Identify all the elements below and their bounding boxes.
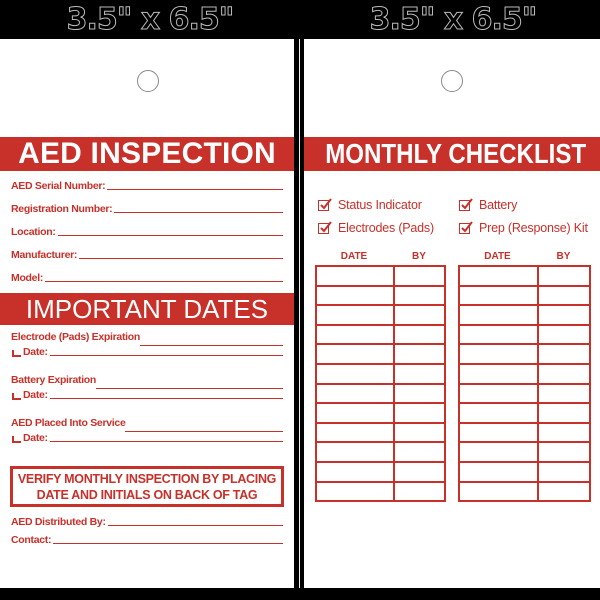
check-label: Prep (Response) Kit bbox=[479, 221, 588, 235]
col-head-date: DATE bbox=[340, 251, 368, 262]
log-row bbox=[316, 384, 445, 404]
field-label: Model: bbox=[11, 272, 44, 284]
log-cell-by[interactable] bbox=[394, 325, 445, 345]
log-cell-date[interactable] bbox=[316, 384, 394, 404]
field-label: Registration Number: bbox=[11, 203, 113, 215]
log-cell-by[interactable] bbox=[394, 442, 445, 462]
write-line bbox=[45, 280, 283, 282]
check-status-indicator[interactable] bbox=[318, 198, 422, 212]
date-group-battery bbox=[11, 374, 283, 401]
log-row bbox=[316, 482, 445, 502]
field-label: AED Serial Number: bbox=[11, 180, 106, 192]
log-cell-date[interactable] bbox=[316, 266, 394, 286]
size-label-right: 3.5" x 6.5" bbox=[369, 2, 537, 37]
date-group-in-service bbox=[11, 417, 283, 444]
log-cell-date[interactable] bbox=[316, 482, 394, 502]
date-field-in-service[interactable] bbox=[11, 432, 283, 444]
write-line bbox=[53, 542, 283, 544]
log-cell-by[interactable] bbox=[394, 305, 445, 325]
log-cell-date[interactable] bbox=[459, 286, 538, 306]
log-row bbox=[316, 305, 445, 325]
log-row bbox=[316, 344, 445, 364]
checked-box-icon bbox=[459, 223, 470, 234]
write-line bbox=[50, 398, 283, 399]
log-cell-by[interactable] bbox=[538, 344, 590, 364]
log-cell-date[interactable] bbox=[316, 344, 394, 364]
tag-back bbox=[304, 39, 600, 588]
log-row bbox=[459, 364, 590, 384]
date-group-title: Electrode (Pads) Expiration bbox=[11, 331, 141, 343]
log-cell-date[interactable] bbox=[316, 305, 394, 325]
log-row bbox=[316, 462, 445, 482]
write-line bbox=[96, 388, 283, 389]
tag-hole-icon bbox=[137, 70, 159, 92]
log-cell-date[interactable] bbox=[459, 462, 538, 482]
log-cell-by[interactable] bbox=[538, 305, 590, 325]
checked-box-icon bbox=[459, 200, 470, 211]
log-row bbox=[459, 423, 590, 443]
date-field-battery[interactable] bbox=[11, 389, 283, 401]
check-label: Electrodes (Pads) bbox=[338, 221, 434, 235]
log-row bbox=[459, 344, 590, 364]
field-model[interactable] bbox=[11, 272, 283, 284]
log-row bbox=[459, 286, 590, 306]
check-prep-kit[interactable] bbox=[459, 221, 588, 235]
log-cell-date[interactable] bbox=[316, 403, 394, 423]
log-cell-by[interactable] bbox=[538, 266, 590, 286]
date-label: Date: bbox=[23, 432, 48, 444]
log-row bbox=[316, 325, 445, 345]
write-line bbox=[140, 345, 283, 346]
check-label: Battery bbox=[479, 198, 518, 212]
notice-line-2: DATE AND INITIALS ON BACK OF TAG bbox=[36, 488, 258, 502]
tag-hole-icon bbox=[441, 70, 463, 92]
log-cell-by[interactable] bbox=[394, 403, 445, 423]
log-table-right bbox=[458, 265, 591, 502]
corner-arrow-icon bbox=[11, 350, 22, 358]
log-cell-date[interactable] bbox=[459, 442, 538, 462]
corner-arrow-icon bbox=[11, 393, 22, 401]
log-row bbox=[459, 305, 590, 325]
log-cell-date[interactable] bbox=[316, 423, 394, 443]
log-row bbox=[459, 384, 590, 404]
field-manufacturer[interactable] bbox=[11, 249, 283, 261]
field-contact[interactable] bbox=[11, 534, 283, 546]
log-cell-date[interactable] bbox=[459, 482, 538, 502]
dates-header: IMPORTANT DATES bbox=[0, 293, 294, 325]
date-label: Date: bbox=[23, 346, 48, 358]
log-row bbox=[459, 482, 590, 502]
log-cell-date[interactable] bbox=[459, 344, 538, 364]
field-label: AED Distributed By: bbox=[11, 516, 106, 528]
log-cell-by[interactable] bbox=[538, 423, 590, 443]
date-group-title: AED Placed Into Service bbox=[11, 417, 126, 429]
field-distributed-by[interactable] bbox=[11, 516, 283, 528]
log-row bbox=[459, 442, 590, 462]
field-location[interactable] bbox=[11, 226, 283, 238]
write-line bbox=[114, 211, 283, 213]
field-serial-number[interactable] bbox=[11, 180, 283, 192]
tag-front bbox=[0, 39, 294, 588]
log-row bbox=[316, 364, 445, 384]
log-cell-date[interactable] bbox=[316, 325, 394, 345]
log-row bbox=[459, 325, 590, 345]
log-cell-date[interactable] bbox=[459, 325, 538, 345]
verify-notice bbox=[10, 466, 284, 507]
log-row bbox=[316, 286, 445, 306]
log-cell-by[interactable] bbox=[394, 423, 445, 443]
tag-divider bbox=[299, 39, 300, 588]
col-head-date: DATE bbox=[484, 251, 511, 262]
log-row bbox=[316, 442, 445, 462]
log-cell-by[interactable] bbox=[538, 384, 590, 404]
check-battery[interactable] bbox=[459, 198, 517, 212]
write-line bbox=[58, 234, 283, 236]
date-label: Date: bbox=[23, 389, 48, 401]
log-cell-by[interactable] bbox=[538, 403, 590, 423]
field-registration-number[interactable] bbox=[11, 203, 283, 215]
date-group-title: Battery Expiration bbox=[11, 374, 97, 386]
log-row bbox=[316, 403, 445, 423]
log-cell-by[interactable] bbox=[538, 286, 590, 306]
checked-box-icon bbox=[318, 200, 329, 211]
corner-arrow-icon bbox=[11, 436, 22, 444]
log-cell-date[interactable] bbox=[459, 403, 538, 423]
write-line bbox=[107, 188, 283, 190]
write-line bbox=[50, 441, 283, 442]
front-header: AED INSPECTION bbox=[0, 137, 294, 171]
log-cell-date[interactable] bbox=[316, 462, 394, 482]
log-cell-by[interactable] bbox=[538, 462, 590, 482]
log-table-left bbox=[315, 265, 446, 502]
date-group-electrode bbox=[11, 331, 283, 358]
log-row bbox=[459, 462, 590, 482]
log-cell-by[interactable] bbox=[538, 325, 590, 345]
write-line bbox=[79, 257, 283, 259]
notice-line-1: VERIFY MONTHLY INSPECTION BY PLACING bbox=[17, 472, 277, 486]
log-cell-date[interactable] bbox=[459, 305, 538, 325]
log-cell-by[interactable] bbox=[538, 442, 590, 462]
log-cell-date[interactable] bbox=[459, 423, 538, 443]
back-header-text: MONTHLY CHECKLIST bbox=[325, 138, 587, 169]
log-row bbox=[316, 423, 445, 443]
size-label-left: 3.5" x 6.5" bbox=[66, 2, 234, 37]
log-cell-by[interactable] bbox=[394, 364, 445, 384]
check-label: Status Indicator bbox=[338, 198, 422, 212]
field-label: Contact: bbox=[11, 534, 52, 546]
log-row bbox=[316, 266, 445, 286]
log-cell-by[interactable] bbox=[394, 266, 445, 286]
log-cell-date[interactable] bbox=[316, 286, 394, 306]
log-cell-by[interactable] bbox=[538, 482, 590, 502]
col-head-by: BY bbox=[412, 251, 426, 262]
log-cell-by[interactable] bbox=[394, 286, 445, 306]
log-cell-date[interactable] bbox=[459, 364, 538, 384]
log-row bbox=[459, 266, 590, 286]
write-line bbox=[108, 524, 283, 526]
col-head-by: BY bbox=[556, 251, 571, 262]
log-cell-date[interactable] bbox=[459, 266, 538, 286]
log-cell-by[interactable] bbox=[394, 344, 445, 364]
back-header bbox=[304, 137, 600, 171]
log-row bbox=[459, 403, 590, 423]
log-cell-date[interactable] bbox=[316, 364, 394, 384]
log-cell-date[interactable] bbox=[316, 442, 394, 462]
log-cell-date[interactable] bbox=[459, 384, 538, 404]
field-label: Location: bbox=[11, 226, 56, 238]
log-cell-by[interactable] bbox=[394, 384, 445, 404]
log-cell-by[interactable] bbox=[394, 462, 445, 482]
date-field-electrode[interactable] bbox=[11, 346, 283, 358]
write-line bbox=[125, 431, 283, 432]
log-cell-by[interactable] bbox=[394, 482, 445, 502]
log-cell-by[interactable] bbox=[538, 364, 590, 384]
checked-box-icon bbox=[318, 223, 329, 234]
check-electrodes[interactable] bbox=[318, 221, 434, 235]
write-line bbox=[50, 355, 283, 356]
field-label: Manufacturer: bbox=[11, 249, 78, 261]
